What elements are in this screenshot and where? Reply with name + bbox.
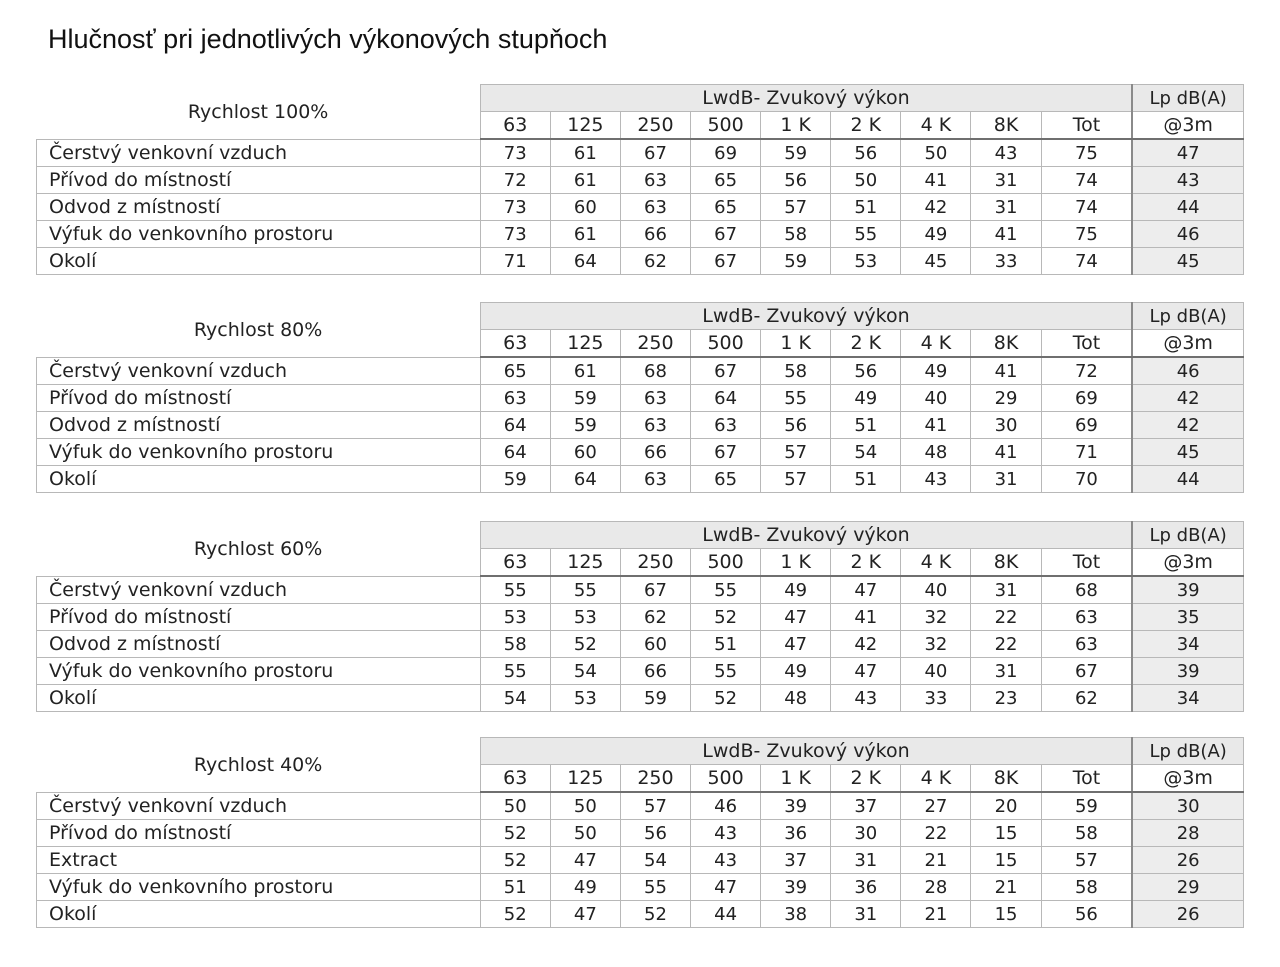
band-value: 57 — [761, 466, 831, 493]
frequency-header: 8K — [971, 330, 1041, 358]
lp-value: 29 — [1132, 874, 1243, 901]
row-label: Přívod do místností — [37, 604, 481, 631]
band-value: 58 — [761, 357, 831, 385]
band-value: 31 — [831, 847, 901, 874]
table-row — [37, 221, 1244, 248]
band-value: 64 — [550, 248, 620, 275]
band-value: 55 — [620, 874, 690, 901]
band-value: 42 — [901, 194, 971, 221]
band-value: 28 — [901, 874, 971, 901]
lp-value: 45 — [1132, 248, 1243, 275]
band-value: 50 — [480, 792, 550, 820]
band-value: 32 — [901, 604, 971, 631]
frequency-header: 500 — [691, 549, 761, 577]
band-value: 39 — [761, 792, 831, 820]
band-value: 62 — [620, 604, 690, 631]
total-value: 69 — [1041, 412, 1132, 439]
band-value: 52 — [480, 820, 550, 847]
band-value: 55 — [691, 658, 761, 685]
band-value: 40 — [901, 658, 971, 685]
band-value: 63 — [620, 412, 690, 439]
band-value: 46 — [691, 792, 761, 820]
lp-value: 44 — [1132, 194, 1243, 221]
band-value: 65 — [691, 466, 761, 493]
lp-value: 35 — [1132, 604, 1243, 631]
frequency-header: 125 — [550, 765, 620, 793]
band-value: 51 — [691, 631, 761, 658]
band-value: 49 — [901, 221, 971, 248]
noise-table-3 — [36, 521, 1244, 712]
frequency-header: 500 — [691, 112, 761, 140]
band-value: 30 — [831, 820, 901, 847]
total-value: 57 — [1041, 847, 1132, 874]
band-value: 58 — [761, 221, 831, 248]
band-value: 52 — [480, 901, 550, 928]
band-value: 23 — [971, 685, 1041, 712]
band-value: 64 — [550, 466, 620, 493]
lp-value: 39 — [1132, 658, 1243, 685]
frequency-header: 63 — [480, 549, 550, 577]
total-header: Tot — [1041, 765, 1132, 793]
band-value: 30 — [971, 412, 1041, 439]
band-value: 67 — [691, 248, 761, 275]
band-value: 65 — [691, 167, 761, 194]
band-value: 51 — [831, 466, 901, 493]
table-row — [37, 439, 1244, 466]
row-label: Odvod z místností — [37, 631, 481, 658]
band-value: 32 — [901, 631, 971, 658]
band-value: 57 — [761, 194, 831, 221]
lp-header: Lp dB(A) — [1132, 738, 1243, 765]
row-label: Výfuk do venkovního prostoru — [37, 221, 481, 248]
frequency-header: 2 K — [831, 549, 901, 577]
band-value: 65 — [691, 194, 761, 221]
band-value: 59 — [620, 685, 690, 712]
band-value: 52 — [480, 847, 550, 874]
band-value: 33 — [971, 248, 1041, 275]
speed-label: Rychlost 60% — [37, 522, 481, 577]
table-row — [37, 604, 1244, 631]
table-row — [37, 874, 1244, 901]
lp-value: 28 — [1132, 820, 1243, 847]
band-value: 41 — [971, 357, 1041, 385]
band-value: 54 — [620, 847, 690, 874]
frequency-header: 250 — [620, 330, 690, 358]
band-value: 67 — [691, 357, 761, 385]
total-value: 69 — [1041, 385, 1132, 412]
lp-value: 26 — [1132, 847, 1243, 874]
band-value: 47 — [831, 576, 901, 604]
band-value: 47 — [550, 901, 620, 928]
total-value: 75 — [1041, 139, 1132, 167]
lp-value: 34 — [1132, 685, 1243, 712]
table-row — [37, 357, 1244, 385]
lp-distance-header: @3m — [1132, 549, 1243, 577]
table-row — [37, 631, 1244, 658]
noise-table-4 — [36, 737, 1244, 928]
speed-label: Rychlost 40% — [37, 738, 481, 793]
band-value: 51 — [480, 874, 550, 901]
noise-table-1 — [36, 84, 1244, 275]
band-value: 55 — [480, 658, 550, 685]
lp-header: Lp dB(A) — [1132, 522, 1243, 549]
table-row — [37, 658, 1244, 685]
band-value: 64 — [480, 439, 550, 466]
band-value: 59 — [550, 385, 620, 412]
row-label: Čerstvý venkovní vzduch — [37, 792, 481, 820]
frequency-header: 2 K — [831, 765, 901, 793]
total-value: 72 — [1041, 357, 1132, 385]
band-value: 50 — [550, 820, 620, 847]
frequency-header: 250 — [620, 765, 690, 793]
lp-value: 26 — [1132, 901, 1243, 928]
frequency-header: 63 — [480, 112, 550, 140]
total-header: Tot — [1041, 112, 1132, 140]
band-value: 63 — [480, 385, 550, 412]
band-value: 59 — [550, 412, 620, 439]
band-value: 54 — [480, 685, 550, 712]
band-value: 53 — [550, 604, 620, 631]
row-label: Čerstvý venkovní vzduch — [37, 139, 481, 167]
band-value: 55 — [691, 576, 761, 604]
total-value: 74 — [1041, 248, 1132, 275]
row-label: Čerstvý venkovní vzduch — [37, 357, 481, 385]
frequency-header: 4 K — [901, 765, 971, 793]
band-value: 60 — [550, 194, 620, 221]
band-value: 47 — [761, 631, 831, 658]
total-value: 70 — [1041, 466, 1132, 493]
band-value: 63 — [620, 466, 690, 493]
total-header: Tot — [1041, 330, 1132, 358]
band-value: 57 — [761, 439, 831, 466]
lp-value: 47 — [1132, 139, 1243, 167]
band-value: 52 — [550, 631, 620, 658]
band-value: 73 — [480, 194, 550, 221]
band-value: 47 — [831, 658, 901, 685]
total-header: Tot — [1041, 549, 1132, 577]
lp-header: Lp dB(A) — [1132, 85, 1243, 112]
row-label: Odvod z místností — [37, 194, 481, 221]
frequency-header: 500 — [691, 330, 761, 358]
band-value: 27 — [901, 792, 971, 820]
band-value: 61 — [550, 139, 620, 167]
total-value: 62 — [1041, 685, 1132, 712]
frequency-header: 4 K — [901, 549, 971, 577]
band-value: 43 — [971, 139, 1041, 167]
frequency-header: 8K — [971, 765, 1041, 793]
band-value: 54 — [550, 658, 620, 685]
lp-value: 34 — [1132, 631, 1243, 658]
table-row — [37, 576, 1244, 604]
band-value: 50 — [550, 792, 620, 820]
frequency-header: 250 — [620, 112, 690, 140]
noise-table-2 — [36, 302, 1244, 493]
band-value: 43 — [831, 685, 901, 712]
band-value: 64 — [691, 385, 761, 412]
band-value: 63 — [620, 385, 690, 412]
band-value: 41 — [901, 412, 971, 439]
frequency-header: 1 K — [761, 765, 831, 793]
total-value: 63 — [1041, 604, 1132, 631]
band-value: 53 — [550, 685, 620, 712]
band-value: 47 — [550, 847, 620, 874]
band-value: 45 — [901, 248, 971, 275]
table-row — [37, 820, 1244, 847]
frequency-header: 8K — [971, 549, 1041, 577]
band-value: 61 — [550, 167, 620, 194]
band-value: 49 — [550, 874, 620, 901]
band-value: 65 — [480, 357, 550, 385]
table-row — [37, 385, 1244, 412]
band-value: 47 — [761, 604, 831, 631]
band-value: 60 — [550, 439, 620, 466]
page-title: Hlučnosť pri jednotlivých výkonových stupňoch — [48, 24, 608, 54]
band-value: 31 — [971, 466, 1041, 493]
table-row — [37, 194, 1244, 221]
row-label: Okolí — [37, 685, 481, 712]
frequency-header: 250 — [620, 549, 690, 577]
band-value: 63 — [691, 412, 761, 439]
band-value: 56 — [620, 820, 690, 847]
row-label: Přívod do místností — [37, 820, 481, 847]
row-label: Okolí — [37, 901, 481, 928]
band-value: 37 — [831, 792, 901, 820]
lp-header: Lp dB(A) — [1132, 303, 1243, 330]
band-value: 56 — [761, 412, 831, 439]
row-label: Čerstvý venkovní vzduch — [37, 576, 481, 604]
frequency-header: 4 K — [901, 330, 971, 358]
table-row — [37, 901, 1244, 928]
band-value: 63 — [620, 167, 690, 194]
total-value: 59 — [1041, 792, 1132, 820]
band-value: 55 — [480, 576, 550, 604]
table-row — [37, 466, 1244, 493]
band-value: 43 — [901, 466, 971, 493]
band-value: 55 — [761, 385, 831, 412]
band-value: 55 — [831, 221, 901, 248]
band-value: 31 — [831, 901, 901, 928]
band-value: 39 — [761, 874, 831, 901]
table-row — [37, 792, 1244, 820]
band-value: 40 — [901, 385, 971, 412]
band-value: 66 — [620, 439, 690, 466]
band-value: 59 — [761, 248, 831, 275]
total-value: 71 — [1041, 439, 1132, 466]
band-value: 50 — [831, 167, 901, 194]
band-value: 36 — [761, 820, 831, 847]
frequency-header: 1 K — [761, 112, 831, 140]
band-value: 21 — [901, 901, 971, 928]
band-value: 73 — [480, 139, 550, 167]
band-value: 61 — [550, 357, 620, 385]
band-value: 21 — [901, 847, 971, 874]
total-value: 58 — [1041, 874, 1132, 901]
band-value: 31 — [971, 194, 1041, 221]
band-value: 64 — [480, 412, 550, 439]
frequency-header: 4 K — [901, 112, 971, 140]
row-label: Výfuk do venkovního prostoru — [37, 874, 481, 901]
total-value: 74 — [1041, 167, 1132, 194]
table-row — [37, 847, 1244, 874]
frequency-header: 125 — [550, 549, 620, 577]
band-value: 29 — [971, 385, 1041, 412]
band-value: 52 — [691, 604, 761, 631]
band-value: 40 — [901, 576, 971, 604]
lp-value: 46 — [1132, 357, 1243, 385]
band-value: 31 — [971, 167, 1041, 194]
band-value: 68 — [620, 357, 690, 385]
row-label: Odvod z místností — [37, 412, 481, 439]
row-label: Okolí — [37, 466, 481, 493]
band-value: 48 — [901, 439, 971, 466]
speed-label: Rychlost 100% — [37, 85, 481, 140]
band-value: 58 — [480, 631, 550, 658]
band-value: 20 — [971, 792, 1041, 820]
band-value: 73 — [480, 221, 550, 248]
band-value: 22 — [971, 631, 1041, 658]
band-value: 56 — [761, 167, 831, 194]
sound-power-header: LwdB- Zvukový výkon — [480, 85, 1132, 112]
total-value: 58 — [1041, 820, 1132, 847]
lp-value: 42 — [1132, 385, 1243, 412]
frequency-header: 2 K — [831, 112, 901, 140]
band-value: 31 — [971, 658, 1041, 685]
band-value: 55 — [550, 576, 620, 604]
frequency-header: 8K — [971, 112, 1041, 140]
lp-value: 39 — [1132, 576, 1243, 604]
band-value: 31 — [971, 576, 1041, 604]
band-value: 51 — [831, 412, 901, 439]
frequency-header: 500 — [691, 765, 761, 793]
lp-value: 44 — [1132, 466, 1243, 493]
band-value: 66 — [620, 658, 690, 685]
band-value: 56 — [831, 357, 901, 385]
sound-power-header: LwdB- Zvukový výkon — [480, 522, 1132, 549]
band-value: 52 — [691, 685, 761, 712]
band-value: 50 — [901, 139, 971, 167]
frequency-header: 1 K — [761, 330, 831, 358]
band-value: 53 — [831, 248, 901, 275]
lp-value: 45 — [1132, 439, 1243, 466]
frequency-header: 125 — [550, 112, 620, 140]
band-value: 67 — [691, 221, 761, 248]
band-value: 41 — [971, 439, 1041, 466]
row-label: Okolí — [37, 248, 481, 275]
band-value: 41 — [831, 604, 901, 631]
total-value: 56 — [1041, 901, 1132, 928]
frequency-header: 63 — [480, 765, 550, 793]
band-value: 15 — [971, 901, 1041, 928]
band-value: 15 — [971, 820, 1041, 847]
lp-value: 43 — [1132, 167, 1243, 194]
lp-value: 42 — [1132, 412, 1243, 439]
band-value: 44 — [691, 901, 761, 928]
band-value: 36 — [831, 874, 901, 901]
band-value: 49 — [901, 357, 971, 385]
band-value: 41 — [901, 167, 971, 194]
table-row — [37, 412, 1244, 439]
frequency-header: 63 — [480, 330, 550, 358]
band-value: 63 — [620, 194, 690, 221]
table-row — [37, 139, 1244, 167]
band-value: 67 — [691, 439, 761, 466]
band-value: 33 — [901, 685, 971, 712]
band-value: 60 — [620, 631, 690, 658]
band-value: 61 — [550, 221, 620, 248]
total-value: 68 — [1041, 576, 1132, 604]
band-value: 57 — [620, 792, 690, 820]
band-value: 49 — [761, 658, 831, 685]
band-value: 43 — [691, 820, 761, 847]
band-value: 38 — [761, 901, 831, 928]
total-value: 74 — [1041, 194, 1132, 221]
lp-distance-header: @3m — [1132, 112, 1243, 140]
band-value: 59 — [761, 139, 831, 167]
band-value: 15 — [971, 847, 1041, 874]
row-label: Extract — [37, 847, 481, 874]
row-label: Výfuk do venkovního prostoru — [37, 439, 481, 466]
total-value: 63 — [1041, 631, 1132, 658]
row-label: Výfuk do venkovního prostoru — [37, 658, 481, 685]
band-value: 67 — [620, 139, 690, 167]
table-row — [37, 248, 1244, 275]
lp-value: 46 — [1132, 221, 1243, 248]
band-value: 62 — [620, 248, 690, 275]
band-value: 42 — [831, 631, 901, 658]
band-value: 48 — [761, 685, 831, 712]
band-value: 49 — [831, 385, 901, 412]
row-label: Přívod do místností — [37, 167, 481, 194]
band-value: 22 — [971, 604, 1041, 631]
band-value: 22 — [901, 820, 971, 847]
band-value: 66 — [620, 221, 690, 248]
frequency-header: 1 K — [761, 549, 831, 577]
band-value: 51 — [831, 194, 901, 221]
band-value: 56 — [831, 139, 901, 167]
band-value: 21 — [971, 874, 1041, 901]
band-value: 37 — [761, 847, 831, 874]
band-value: 47 — [691, 874, 761, 901]
band-value: 53 — [480, 604, 550, 631]
lp-distance-header: @3m — [1132, 765, 1243, 793]
band-value: 49 — [761, 576, 831, 604]
table-row — [37, 685, 1244, 712]
band-value: 52 — [620, 901, 690, 928]
band-value: 69 — [691, 139, 761, 167]
band-value: 71 — [480, 248, 550, 275]
table-row — [37, 167, 1244, 194]
band-value: 43 — [691, 847, 761, 874]
lp-distance-header: @3m — [1132, 330, 1243, 358]
frequency-header: 2 K — [831, 330, 901, 358]
total-value: 67 — [1041, 658, 1132, 685]
band-value: 41 — [971, 221, 1041, 248]
sound-power-header: LwdB- Zvukový výkon — [480, 738, 1132, 765]
sound-power-header: LwdB- Zvukový výkon — [480, 303, 1132, 330]
band-value: 54 — [831, 439, 901, 466]
speed-label: Rychlost 80% — [37, 303, 481, 358]
frequency-header: 125 — [550, 330, 620, 358]
band-value: 72 — [480, 167, 550, 194]
band-value: 67 — [620, 576, 690, 604]
row-label: Přívod do místností — [37, 385, 481, 412]
total-value: 75 — [1041, 221, 1132, 248]
lp-value: 30 — [1132, 792, 1243, 820]
band-value: 59 — [480, 466, 550, 493]
